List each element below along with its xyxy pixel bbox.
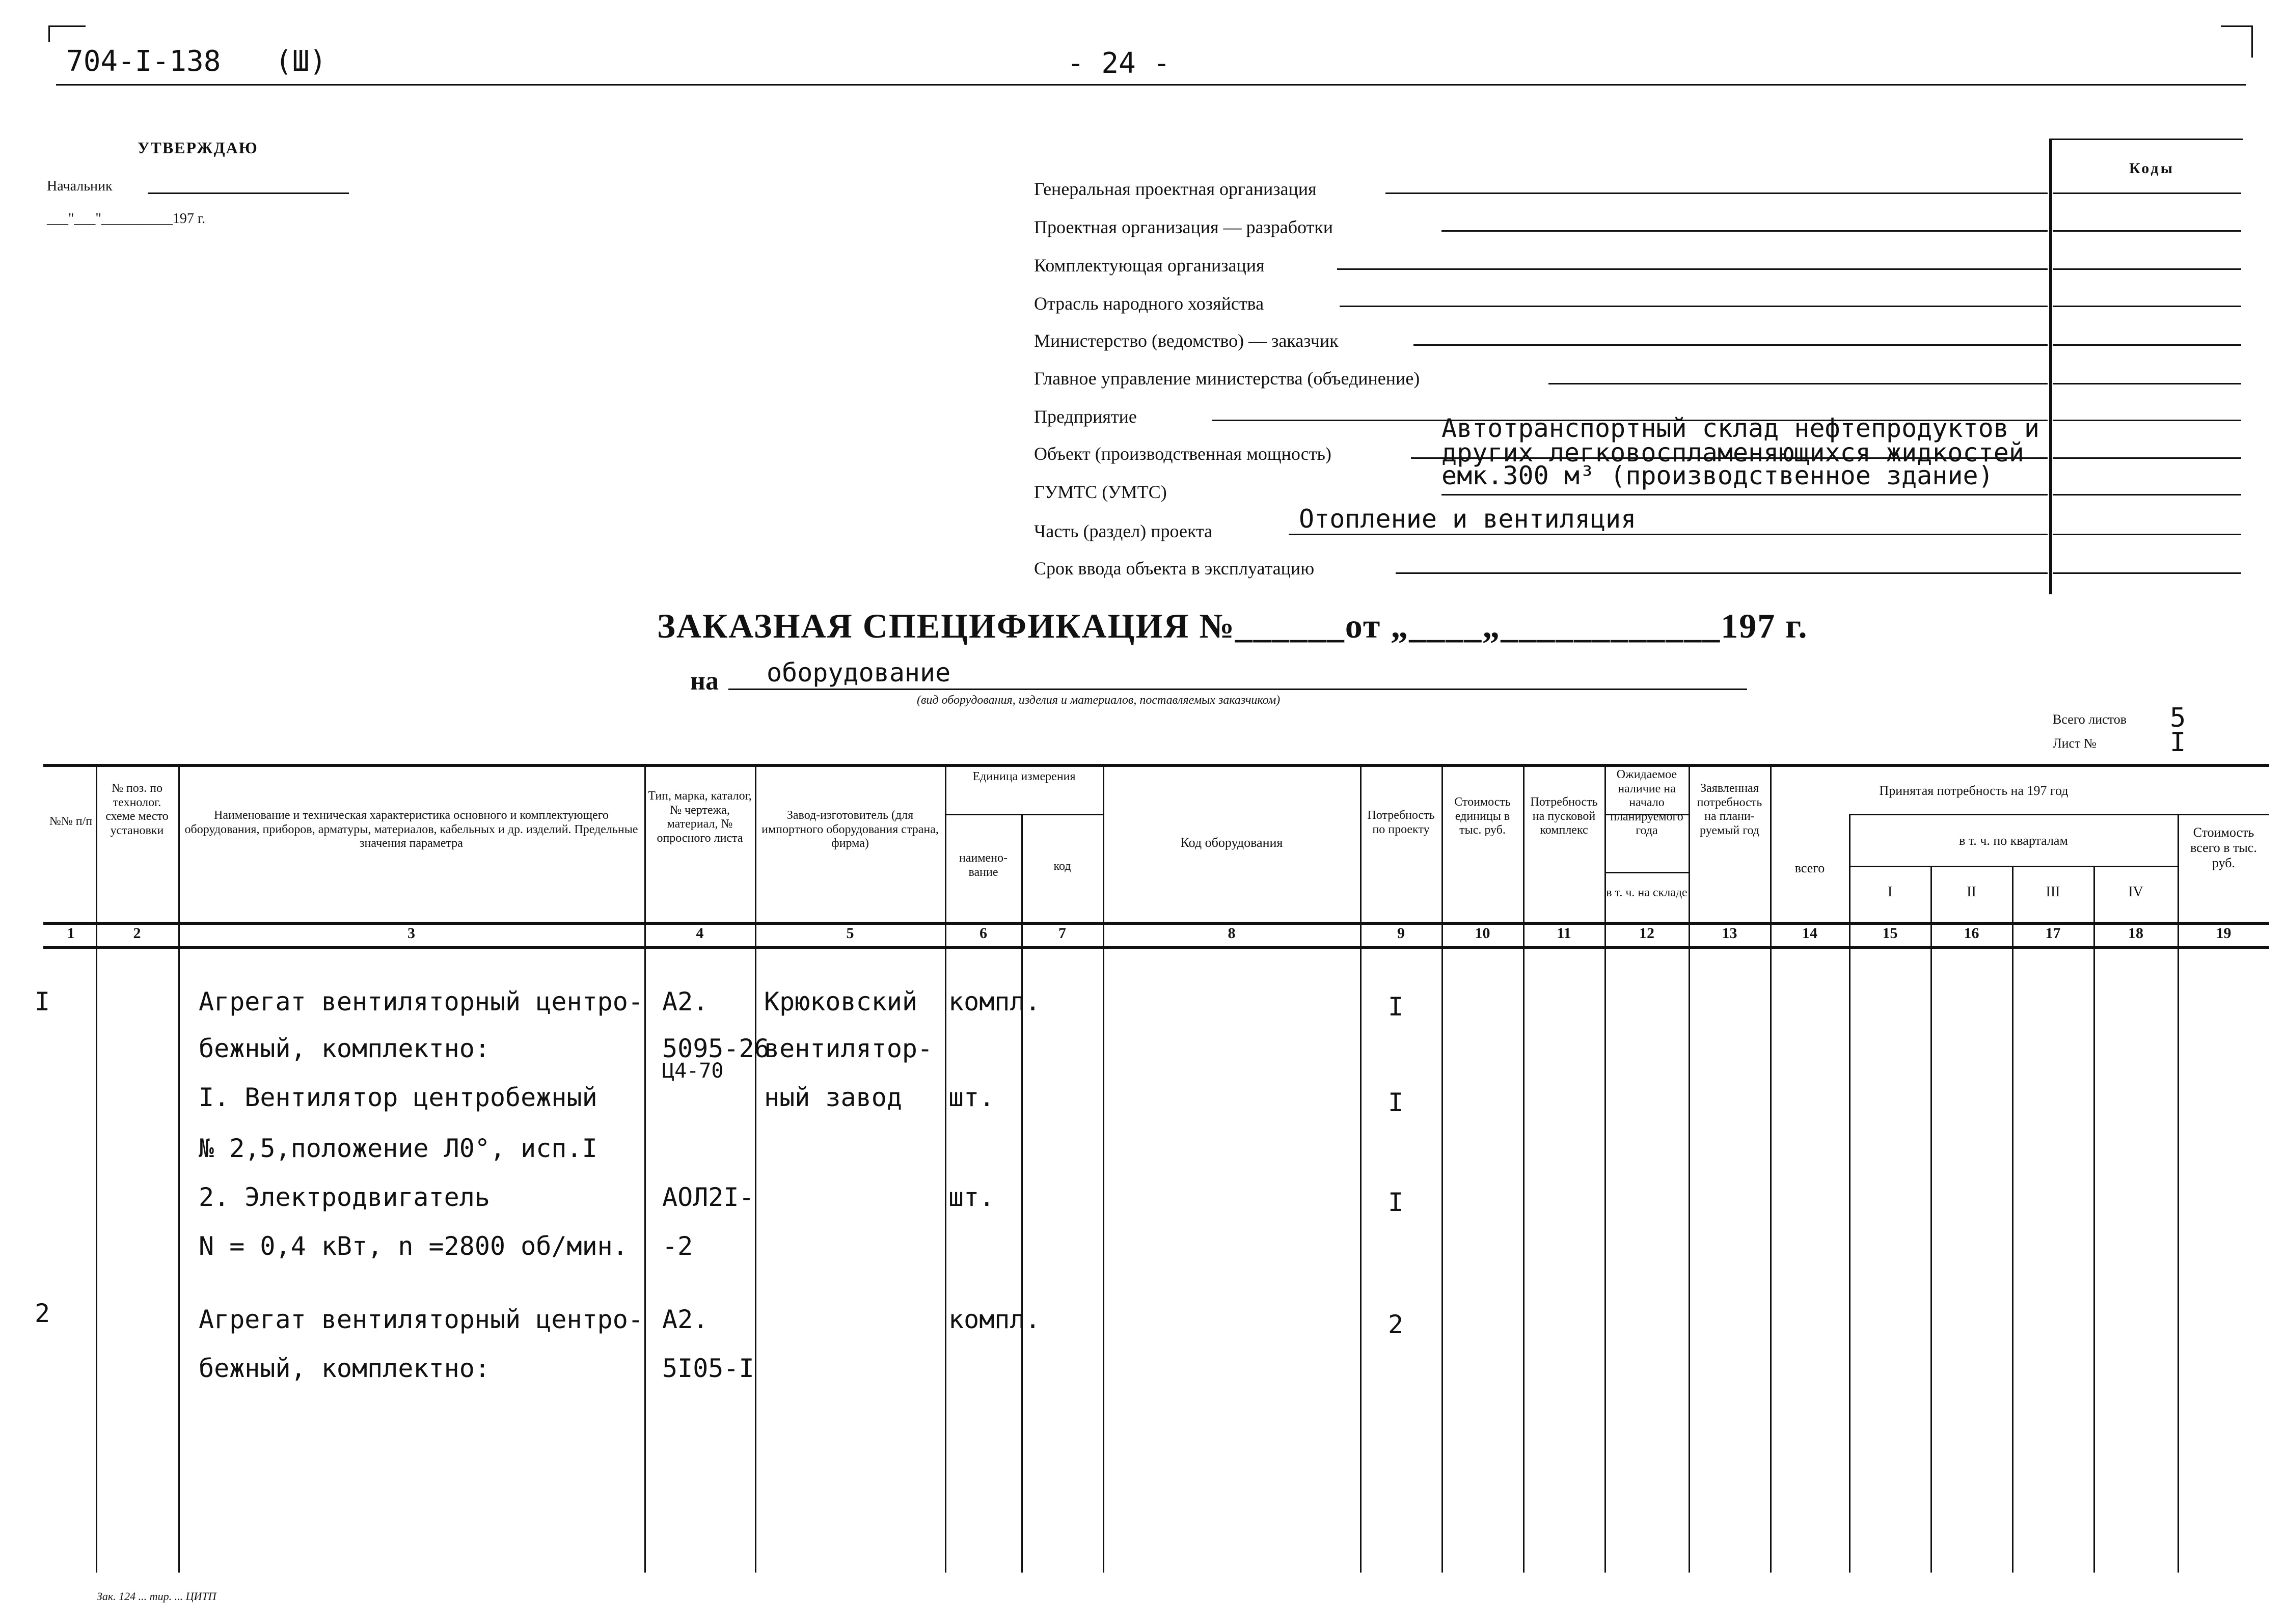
col-number: 7 <box>1058 925 1066 942</box>
col-header-11: Потребность на пусковой комплекс <box>1530 795 1598 837</box>
item-line: N = 0,4 кВт, n =2800 об/мин. <box>199 1231 628 1261</box>
item-line: I. Вентилятор центробежный <box>199 1083 597 1112</box>
sheet-label: Лист № <box>2053 736 2097 751</box>
col-header-9: Потребность по проекту <box>1367 809 1435 836</box>
org-line <box>1340 306 2048 307</box>
doc-series: (Ш) <box>275 45 327 78</box>
col-header-6-7: Единица измерения <box>972 770 1076 783</box>
na-caption: (вид оборудования, изделия и материалов, поставляемых заказчиком) <box>917 694 1281 707</box>
maker: ный завод <box>764 1083 902 1112</box>
approve-title: УТВЕРЖДАЮ <box>138 139 258 157</box>
type-mark: А2. <box>662 1305 709 1334</box>
col-header-3: Наименование и техническая характеристика основного и комплектующего оборудования, приборов, арматуры, материалов, кабельных и др. изделий. Предельные значения параметра <box>184 809 638 850</box>
grid-line <box>945 814 1103 815</box>
type-mark: 5095-26 <box>662 1034 770 1063</box>
type-mark: -2 <box>662 1231 693 1261</box>
col-header-6: наименование <box>959 851 1008 879</box>
doc-code: 704-I-138 <box>66 45 221 78</box>
quantity: I <box>1388 1088 1404 1117</box>
code-line <box>2053 192 2241 194</box>
quantity: I <box>1388 1188 1404 1217</box>
ministry-label: Министерство (ведомство) — заказчик <box>1034 331 1339 351</box>
unit: компл. <box>948 1305 1041 1334</box>
grid-line <box>1604 872 1689 873</box>
col-header-18: IV <box>2128 884 2143 900</box>
object-label: Объект (производственная мощность) <box>1034 444 1331 464</box>
code-line <box>2053 457 2241 459</box>
row-position: 2 <box>35 1299 50 1328</box>
total-sheets-label: Всего листов <box>2053 712 2127 727</box>
grid-line <box>178 764 180 1573</box>
corner-mark-right <box>2221 25 2253 58</box>
code-line <box>2053 230 2241 232</box>
corner-mark-left <box>48 25 86 42</box>
main-directorate-label: Главное управление министерства (объединение) <box>1034 368 1420 389</box>
grid-line <box>1849 814 2269 815</box>
col-number: 17 <box>2045 925 2061 942</box>
type-mark: Ц4-70 <box>662 1059 724 1083</box>
col-number: 10 <box>1475 925 1490 942</box>
col-header-4: Тип, марка, каталог, № чертежа, материал, № опросного листа <box>648 789 752 845</box>
maker: вентилятор- <box>764 1034 933 1063</box>
col-header-2: № поз. по технолог. схеме место установки <box>105 782 169 837</box>
col-number: 14 <box>1802 925 1817 942</box>
item-line: 2. Электродвигатель <box>199 1182 490 1212</box>
table-top <box>43 764 2269 767</box>
chief-line <box>148 192 349 194</box>
unit: шт. <box>948 1182 995 1212</box>
org-line <box>1441 494 2048 496</box>
quantity: I <box>1388 992 1404 1022</box>
grid-line <box>1689 764 1690 1573</box>
item-line: бежный, комплектно: <box>199 1354 490 1383</box>
org-line <box>1385 192 2048 194</box>
col-header-14-18: Принятая потребность на 197 год <box>1879 783 2069 798</box>
object-value-3: емк.300 м³ (производственное здание) <box>1441 461 1994 490</box>
org-line <box>1337 268 2048 270</box>
col-header-16: II <box>1967 884 1976 900</box>
spec-title: ЗАКАЗНАЯ СПЕЦИФИКАЦИЯ №______от „____„____________197 г. <box>657 607 1808 645</box>
grid-line <box>2012 866 2013 1573</box>
unit: компл. <box>948 987 1041 1016</box>
code-line <box>2053 534 2241 535</box>
industry-label: Отрасль народного хозяйства <box>1034 293 1264 314</box>
org-line <box>1289 534 2048 535</box>
footer-note: Зак. 124 ... тир. ... ЦИТП <box>97 1590 216 1603</box>
sheet-value: I <box>2170 727 2186 758</box>
col-number: 2 <box>133 925 141 942</box>
col-number: 18 <box>2128 925 2143 942</box>
general-org-label: Генеральная проектная организация <box>1034 179 1317 199</box>
maker: Крюковский <box>764 987 918 1016</box>
org-line <box>1413 344 2048 346</box>
col-number: 1 <box>67 925 75 942</box>
object-value-1: Автотранспортный склад нефтепродуктов и <box>1441 414 2039 443</box>
col-header-15-18: в т. ч. по кварталам <box>1959 833 2068 848</box>
completing-org-label: Комплектующая организация <box>1034 255 1265 276</box>
chief-label: Начальник <box>47 178 113 194</box>
col-number: 12 <box>1639 925 1654 942</box>
col-header-7: код <box>1053 860 1071 873</box>
enterprise-label: Предприятие <box>1034 406 1137 427</box>
org-line <box>1396 572 2048 574</box>
org-line <box>1411 457 2048 459</box>
type-mark: АОЛ2I- <box>662 1182 754 1212</box>
col-number: 9 <box>1397 925 1405 942</box>
design-org-label: Проектная организация — разработки <box>1034 217 1334 237</box>
na-value: оборудование <box>767 658 951 687</box>
col-number: 16 <box>1964 925 1979 942</box>
row-position: I <box>35 987 50 1016</box>
codes-top <box>2049 139 2243 140</box>
col-header-8: Код оборудования <box>1180 835 1283 850</box>
part-value: Отопление и вентиляция <box>1299 504 1637 534</box>
col-number-bottom <box>43 946 2269 949</box>
object-value-2: других легковоспламеняющихся жидкостей <box>1441 438 2024 467</box>
grid-line <box>755 764 756 1573</box>
grid-line <box>1441 764 1443 1573</box>
total-sheets-value: 5 <box>2170 703 2186 733</box>
code-line <box>2053 268 2241 270</box>
approve-date: ___"___"__________197 г. <box>47 211 206 227</box>
code-line <box>2053 494 2241 496</box>
quantity: 2 <box>1388 1310 1404 1339</box>
commission-label: Срок ввода объекта в эксплуатацию <box>1034 558 1315 579</box>
code-line <box>2053 383 2241 384</box>
gumts-label: ГУМТС (УМТС) <box>1034 482 1167 502</box>
grid-line <box>2093 866 2095 1573</box>
col-number: 5 <box>846 925 854 942</box>
col-header-15: I <box>1887 884 1893 900</box>
part-label: Часть (раздел) проекта <box>1034 521 1213 541</box>
grid-line <box>96 764 97 1573</box>
col-header-10: Стоимость единицы в тыс. руб. <box>1454 795 1511 837</box>
col-header-1: №№ п/п <box>49 815 93 828</box>
col-number: 11 <box>1557 925 1571 942</box>
col-number: 15 <box>1882 925 1898 942</box>
grid-line <box>945 764 946 1573</box>
col-header-12b: в т. ч. на складе <box>1606 886 1688 899</box>
col-number: 3 <box>407 925 415 942</box>
page-number: - 24 - <box>1067 47 1171 80</box>
org-line <box>1548 383 2048 384</box>
na-label: на <box>690 667 719 696</box>
grid-line <box>1770 764 1772 1573</box>
code-line <box>2053 306 2241 307</box>
codes-border <box>2049 139 2052 594</box>
item-line: Агрегат вентиляторный центро- <box>199 1305 643 1334</box>
grid-line <box>1360 764 1362 1573</box>
col-number: 19 <box>2216 925 2231 942</box>
col-number: 4 <box>696 925 704 942</box>
type-mark: А2. <box>662 987 709 1016</box>
col-header-17: III <box>2046 884 2060 900</box>
grid-line <box>644 764 646 1573</box>
col-header-19: Стоимость всего в тыс. руб. <box>2190 825 2257 870</box>
item-line: Агрегат вентиляторный центро- <box>199 987 643 1016</box>
unit: шт. <box>948 1083 995 1112</box>
item-line: № 2,5,положение Л0°, исп.I <box>199 1134 597 1163</box>
col-number: 6 <box>979 925 987 942</box>
code-line <box>2053 420 2241 421</box>
grid-line <box>1930 866 1932 1573</box>
grid-line <box>1103 764 1104 1573</box>
code-line <box>2053 572 2241 574</box>
codes-title: Коды <box>2129 160 2174 177</box>
type-mark: 5I05-I <box>662 1354 754 1383</box>
col-header-5: Завод-изготовитель (для импортного оборудования страна, фирма) <box>761 809 939 850</box>
col-number: 8 <box>1228 925 1236 942</box>
grid-line <box>1523 764 1525 1573</box>
item-line: бежный, комплектно: <box>199 1034 490 1063</box>
na-line <box>728 689 1747 690</box>
col-header-14: всего <box>1794 861 1825 875</box>
org-line <box>1441 230 2048 232</box>
col-header-12: Ожидаемое наличие на начало планируемого года <box>1610 768 1683 838</box>
col-number: 13 <box>1722 925 1737 942</box>
col-header-13: Заявленная потребность на планируемый год <box>1697 782 1762 837</box>
code-line <box>2053 344 2241 346</box>
grid-line <box>1604 764 1606 1573</box>
header-rule <box>56 84 2246 86</box>
